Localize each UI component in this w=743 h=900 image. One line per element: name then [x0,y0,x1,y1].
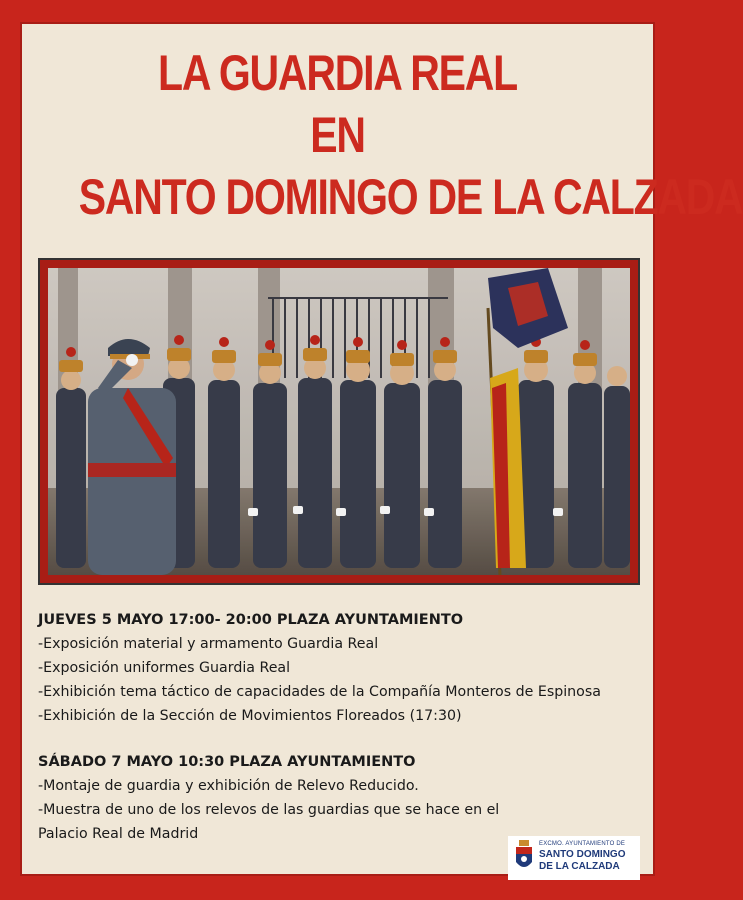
title-line-1: LA GUARDIA REAL [158,45,517,101]
logo-line-1: SANTO DOMINGO [539,849,626,860]
logo-town-name [539,849,625,873]
event-item: Palacio Real de Madrid [38,826,199,842]
event-thursday [38,608,648,728]
event-heading: JUEVES 5 MAYO 17:00- 20:00 PLAZA AYUNTAMIENTO [38,612,464,628]
events-list [38,608,648,846]
event-item: -Exhibición tema táctico de capacidades de la Compañía Monteros de Espinosa [38,684,601,700]
event-item: -Exposición uniformes Guardia Real [38,660,291,676]
event-item: -Muestra de uno de los relevos de las guardias que se hace en el [38,802,500,818]
poster [20,22,743,876]
coat-of-arms-icon [514,840,534,874]
guard-photo [38,258,640,585]
title-line-2: EN [310,107,365,163]
event-item: -Exhibición de la Sección de Movimientos Floreados (17:30) [38,708,462,724]
logo-line-2: DE LA CALZADA [539,861,620,872]
guard-photo-illustration [48,268,630,575]
town-hall-logo [508,836,640,880]
event-item: -Exposición material y armamento Guardia Real [38,636,379,652]
event-heading: SÁBADO 7 MAYO 10:30 PLAZA AYUNTAMIENTO [38,754,416,770]
title-line-3: SANTO DOMINGO DE LA CALZADA [78,169,743,225]
event-item: -Montaje de guardia y exhibición de Relevo Reducido. [38,778,419,794]
event-saturday [38,750,648,846]
poster-title [22,42,743,228]
logo-small-text: EXCMO. AYUNTAMIENTO DE [539,841,626,847]
